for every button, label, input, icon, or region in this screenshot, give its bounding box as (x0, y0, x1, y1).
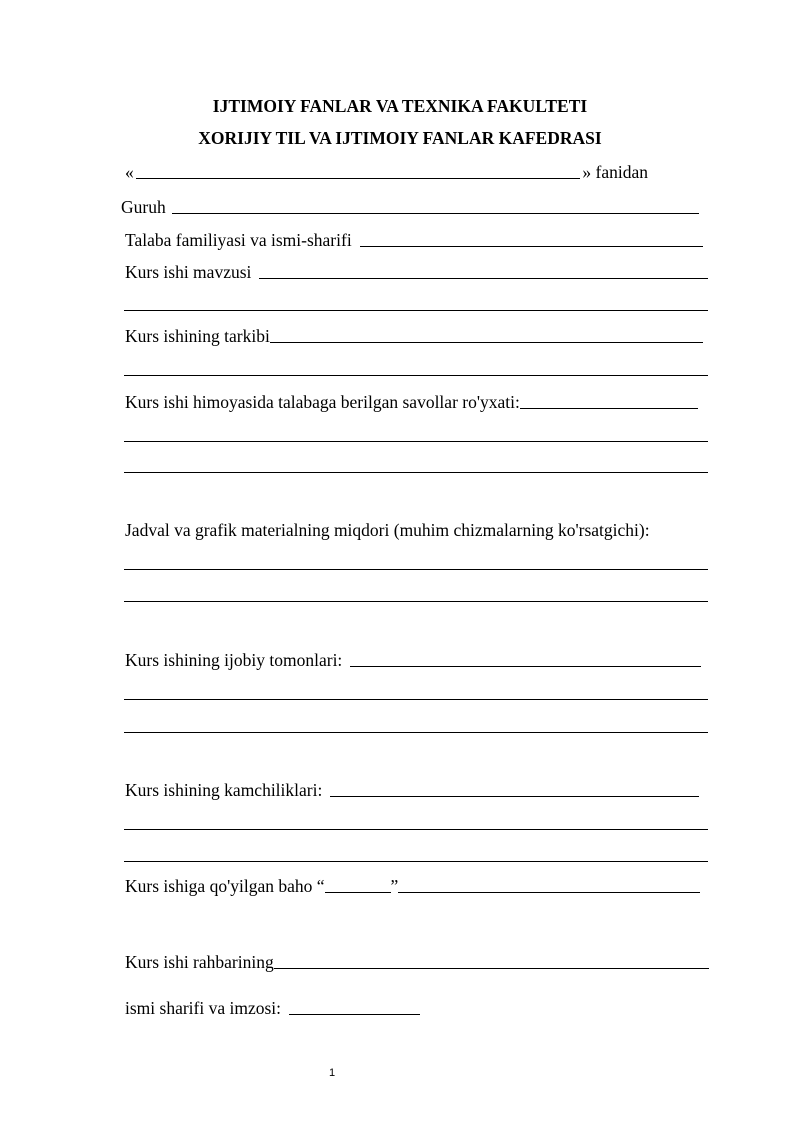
signature-label: ismi sharifi va imzosi: (125, 998, 282, 1018)
student-label: Talaba familiyasi va ismi-sharifi (125, 230, 352, 250)
positives-label: Kurs ishining ijobiy tomonlari: (125, 650, 343, 670)
group-field[interactable] (172, 212, 699, 214)
structure-field[interactable] (270, 341, 703, 343)
structure-row (125, 325, 703, 347)
questions-row (125, 391, 698, 413)
student-row (125, 229, 703, 251)
grade-row (125, 875, 700, 897)
group-label: Guruh (121, 197, 166, 217)
questions-label: Kurs ishi himoyasida talabaga berilgan savollar ro'yxati: (125, 392, 520, 412)
materials-label: Jadval va grafik materialning miqdori (muhim chizmalarning ko'rsatgichi): (125, 520, 650, 540)
materials-field-line-2[interactable] (124, 601, 708, 602)
shortcomings-field-line-2[interactable] (124, 829, 708, 830)
shortcomings-field[interactable] (330, 795, 699, 797)
group-row (121, 196, 699, 218)
structure-field-line-2[interactable] (124, 375, 708, 376)
subject-open-quote: « (125, 162, 134, 182)
subject-row (125, 161, 648, 183)
materials-field-line-1[interactable] (124, 569, 708, 570)
positives-field[interactable] (350, 665, 701, 667)
supervisor-field[interactable] (274, 967, 709, 969)
topic-label: Kurs ishi mavzusi (125, 262, 252, 282)
positives-field-line-3[interactable] (124, 732, 708, 733)
grade-close-quote: ” (390, 876, 399, 896)
subject-field[interactable] (136, 177, 581, 179)
faculty-heading: IJTIMOIY FANLAR VA TEXNIKA FAKULTETI (212, 96, 588, 116)
topic-field[interactable] (259, 277, 708, 279)
student-field[interactable] (360, 245, 703, 247)
grade-label: Kurs ishiga qo'yilgan baho “ (125, 876, 325, 896)
grade-field[interactable] (325, 891, 391, 893)
supervisor-row (125, 951, 709, 973)
department-heading: XORIJIY TIL VA IJTIMOIY FANLAR KAFEDRASI (198, 128, 602, 148)
questions-field-line-2[interactable] (124, 441, 708, 442)
structure-label: Kurs ishining tarkibi (125, 326, 270, 346)
questions-field-line-3[interactable] (124, 472, 708, 473)
positives-row (125, 649, 701, 671)
topic-row (125, 261, 708, 283)
shortcomings-field-line-3[interactable] (124, 861, 708, 862)
questions-field[interactable] (520, 407, 698, 409)
topic-field-line-2[interactable] (124, 310, 708, 311)
signature-row (125, 997, 420, 1019)
grade-tail-line (398, 891, 700, 893)
signature-field[interactable] (289, 1013, 420, 1015)
shortcomings-label: Kurs ishining kamchiliklari: (125, 780, 323, 800)
shortcomings-row (125, 779, 699, 801)
page-number: 1 (328, 1067, 336, 1079)
subject-suffix-label: » fanidan (582, 162, 648, 182)
supervisor-label: Kurs ishi rahbarining (125, 952, 274, 972)
positives-field-line-2[interactable] (124, 699, 708, 700)
